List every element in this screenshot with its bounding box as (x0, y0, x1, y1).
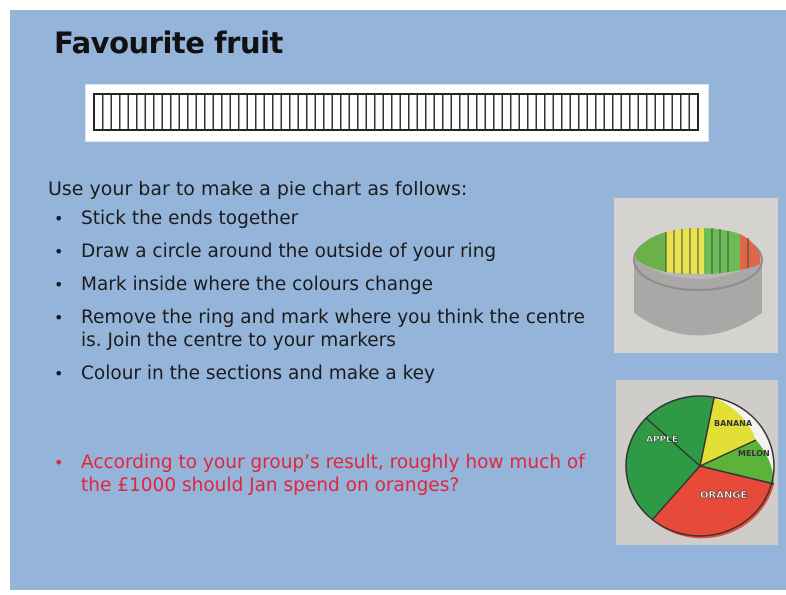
paper-ring-photo (614, 198, 778, 353)
paper-strip-image (85, 84, 709, 142)
slide (10, 10, 786, 590)
slide-title: Favourite fruit (54, 26, 283, 60)
striped-bar (93, 93, 699, 131)
step-item: • Mark inside where the colours change (48, 273, 588, 296)
pie-label-melon: MELON (738, 449, 770, 458)
pie-label-apple: APPLE (646, 435, 679, 445)
steps-list (48, 207, 588, 395)
intro-text: Use your bar to make a pie chart as follows: (48, 178, 468, 200)
step-item: • Draw a circle around the outside of your ring (48, 240, 588, 263)
pie-chart-photo (616, 380, 778, 545)
step-item: • Remove the ring and mark where you think the centre is. Join the centre to your markers (48, 306, 588, 352)
pie-label-orange: ORANGE (700, 490, 748, 501)
pie-label-banana: BANANA (714, 419, 753, 428)
question-text: • According to your group’s result, roughly how much of the £1000 should Jan spend on oranges? (48, 451, 588, 497)
step-item: • Stick the ends together (48, 207, 588, 230)
step-item: • Colour in the sections and make a key (48, 362, 588, 385)
